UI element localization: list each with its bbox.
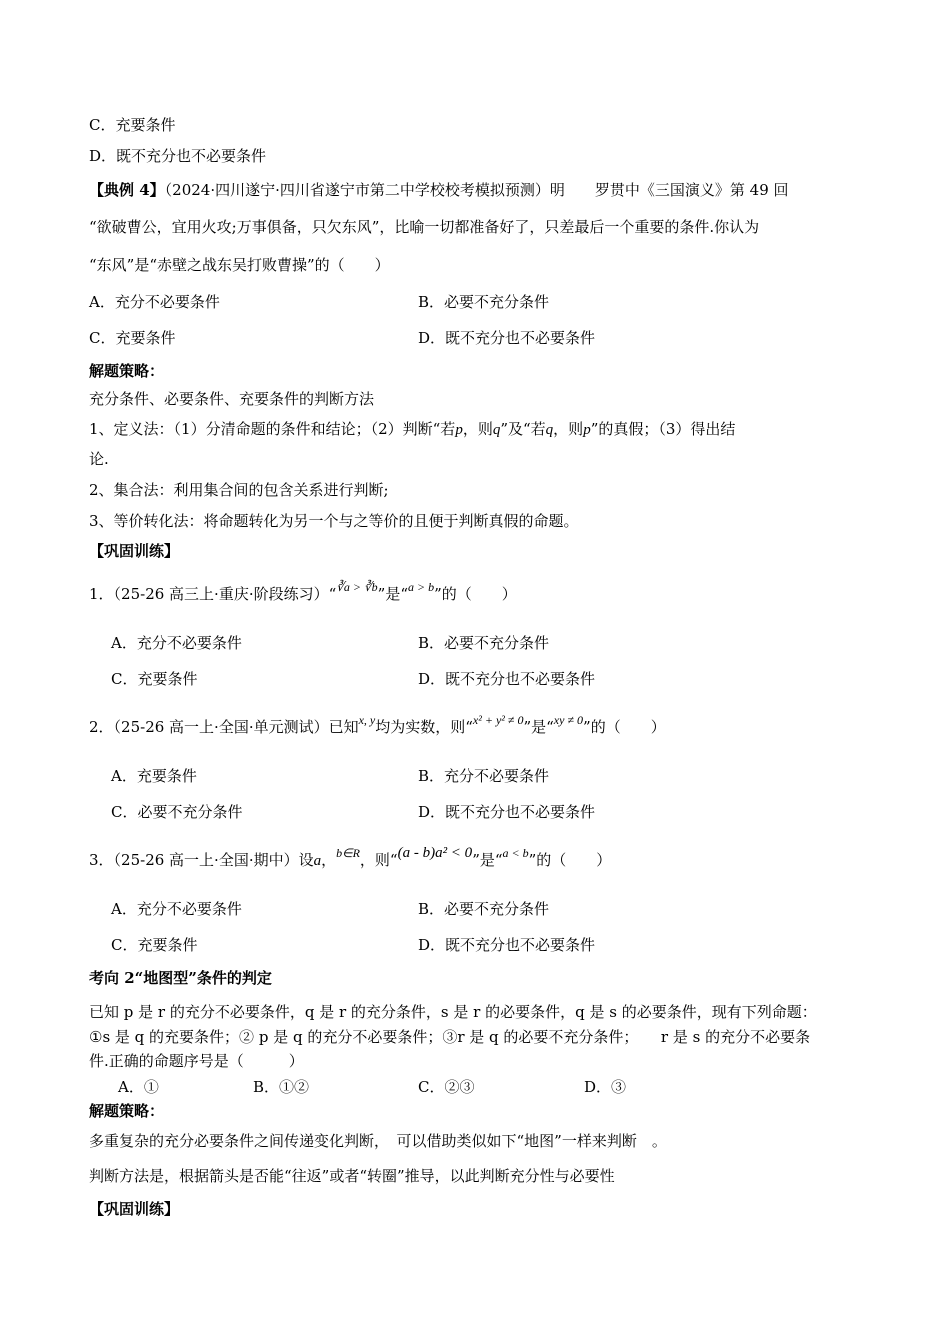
q3-option-b: B．必要不充分条件 bbox=[418, 900, 550, 918]
strategy-1-text-a: 1、定义法：（1）分清命题的条件和结论；（2）判断“若 bbox=[89, 420, 456, 438]
strategy-1-line-3: 论. bbox=[89, 450, 109, 468]
example-4-option-a: A．充分不必要条件 bbox=[89, 293, 220, 311]
q2-expr-1: x² + y² ≠ 0 bbox=[472, 713, 524, 727]
example-4-line-2: “欲破曹公，宜用火攻;万事俱备，只欠东风”，比喻一切都准备好了，只差最后一个重要的条件.你认为 bbox=[89, 218, 760, 236]
strategy-1-line-1: 充分条件、必要条件、充要条件的判断方法 bbox=[89, 390, 375, 408]
direction-2-line-2: ①s 是 q 的充要条件；② p 是 q 的充分不必要条件；③r 是 q 的必要不充分条件； r 是 s 的充分不必要条 bbox=[89, 1028, 811, 1046]
q2-option-b: B．充分不必要条件 bbox=[418, 767, 550, 785]
strategy-1-text-then: ，则 bbox=[462, 420, 493, 438]
q2-prefix: 2．（25-26 高一上·全国·单元测试）已知 bbox=[89, 718, 359, 736]
q3-mid-1: ，则“ bbox=[359, 851, 398, 869]
dir2-option-b: B．①② bbox=[253, 1078, 310, 1096]
var-p: p bbox=[455, 422, 463, 438]
q2-option-c: C．必要不充分条件 bbox=[111, 803, 243, 821]
direction-2-title: 考向 2“地图型”条件的判定 bbox=[89, 969, 272, 987]
strategy-1-text-then-2: ，则 bbox=[553, 420, 584, 438]
direction-2-line-1: 已知 p 是 r 的充分不必要条件，q 是 r 的充分条件，s 是 r 的必要条件，q 是 s 的必要条件，现有下列命题： bbox=[89, 1003, 817, 1021]
practice-2-title: 【巩固训练】 bbox=[89, 1200, 180, 1218]
strategy-1-line-4: 2、集合法：利用集合间的包含关系进行判断; bbox=[89, 481, 389, 499]
q3-expr-2: a < b bbox=[502, 846, 529, 860]
example-4-option-b: B．必要不充分条件 bbox=[418, 293, 550, 311]
q3-option-d: D．既不充分也不必要条件 bbox=[418, 936, 596, 954]
q3-expr-1: (a - b)a² < 0 bbox=[397, 845, 473, 861]
strategy-2-title: 解题策略： bbox=[89, 1102, 165, 1120]
var-q-2: q bbox=[545, 422, 554, 438]
option-c-prev: C．充要条件 bbox=[89, 116, 176, 134]
q2-mid-1: 均为实数，则“ bbox=[375, 718, 473, 736]
strategy-2-line-2: 判断方法是，根据箭头是否能“往返”或者“转圈”推导，以此判断充分性与必要性 bbox=[89, 1167, 615, 1185]
q2-vars: x, y bbox=[358, 713, 376, 727]
strategy-1-text-b: ”及“若 bbox=[500, 420, 546, 438]
q3-option-a: A．充分不必要条件 bbox=[111, 900, 242, 918]
q2-suffix: ”的（ ） bbox=[583, 718, 666, 736]
example-4-option-c: C．充要条件 bbox=[89, 329, 176, 347]
strategy-1-title: 解题策略： bbox=[89, 362, 165, 380]
practice-1-title: 【巩固训练】 bbox=[89, 542, 180, 560]
q3-option-c: C．充要条件 bbox=[111, 936, 198, 954]
dir2-option-d: D．③ bbox=[584, 1078, 627, 1096]
q3-prefix: 3．（25-26 高一上·全国·期中）设 bbox=[89, 851, 314, 869]
q2-option-a: A．充要条件 bbox=[111, 767, 197, 785]
q1-expr-1: ∛a > ∛b bbox=[336, 580, 378, 594]
q2-mid-2: ”是“ bbox=[523, 718, 554, 736]
q2-option-d: D．既不充分也不必要条件 bbox=[418, 803, 596, 821]
q1-prefix: 1．（25-26 高三上·重庆·阶段练习）“ bbox=[89, 585, 337, 603]
q3-suffix: ”的（ ） bbox=[528, 851, 612, 869]
example-4-tag: 【典例 4】 bbox=[89, 181, 165, 199]
strategy-1-line-2 bbox=[89, 419, 735, 440]
question-1 bbox=[89, 580, 517, 605]
q1-expr-2: a > b bbox=[408, 580, 435, 594]
strategy-1-line-5: 3、等价转化法：将命题转化为另一个与之等价的且便于判断真假的命题。 bbox=[89, 512, 579, 530]
example-4-source: （2024·四川遂宁·四川省遂宁市第二中学校校考模拟预测）明 罗贯中《三国演义》第 49 回 bbox=[164, 181, 789, 199]
strategy-1-text-c: ”的真假；（3）得出结 bbox=[590, 420, 736, 438]
question-3 bbox=[89, 845, 612, 871]
q1-suffix: ”的（ ） bbox=[434, 585, 517, 603]
q3-mid-2: ”是“ bbox=[472, 851, 503, 869]
example-4-option-d: D．既不充分也不必要条件 bbox=[418, 329, 596, 347]
strategy-2-line-1: 多重复杂的充分必要条件之间传递变化判断， 可以借助类似如下“地图”一样来判断 。 bbox=[89, 1132, 667, 1150]
q1-option-a: A．充分不必要条件 bbox=[111, 634, 242, 652]
example-4-line-3: “东风”是“赤壁之战东吴打败曹操”的（ ） bbox=[89, 256, 390, 274]
example-4-line-1 bbox=[89, 180, 789, 200]
q1-option-d: D．既不充分也不必要条件 bbox=[418, 670, 596, 688]
var-p-2: p bbox=[583, 422, 591, 438]
direction-2-line-3: 件.正确的命题序号是（ ） bbox=[89, 1052, 304, 1070]
q2-expr-2: xy ≠ 0 bbox=[553, 713, 584, 727]
q3-var-a: a bbox=[313, 853, 322, 869]
question-2 bbox=[89, 713, 666, 738]
var-q: q bbox=[492, 422, 501, 438]
dir2-option-c: C．②③ bbox=[418, 1078, 475, 1096]
q1-mid: ”是“ bbox=[377, 585, 408, 603]
q3-set: b∈R bbox=[336, 846, 360, 860]
q1-option-c: C．充要条件 bbox=[111, 670, 198, 688]
q3-comma: ， bbox=[321, 851, 337, 869]
q1-option-b: B．必要不充分条件 bbox=[418, 634, 550, 652]
option-d-prev: D．既不充分也不必要条件 bbox=[89, 147, 267, 165]
dir2-option-a: A．① bbox=[118, 1078, 159, 1096]
